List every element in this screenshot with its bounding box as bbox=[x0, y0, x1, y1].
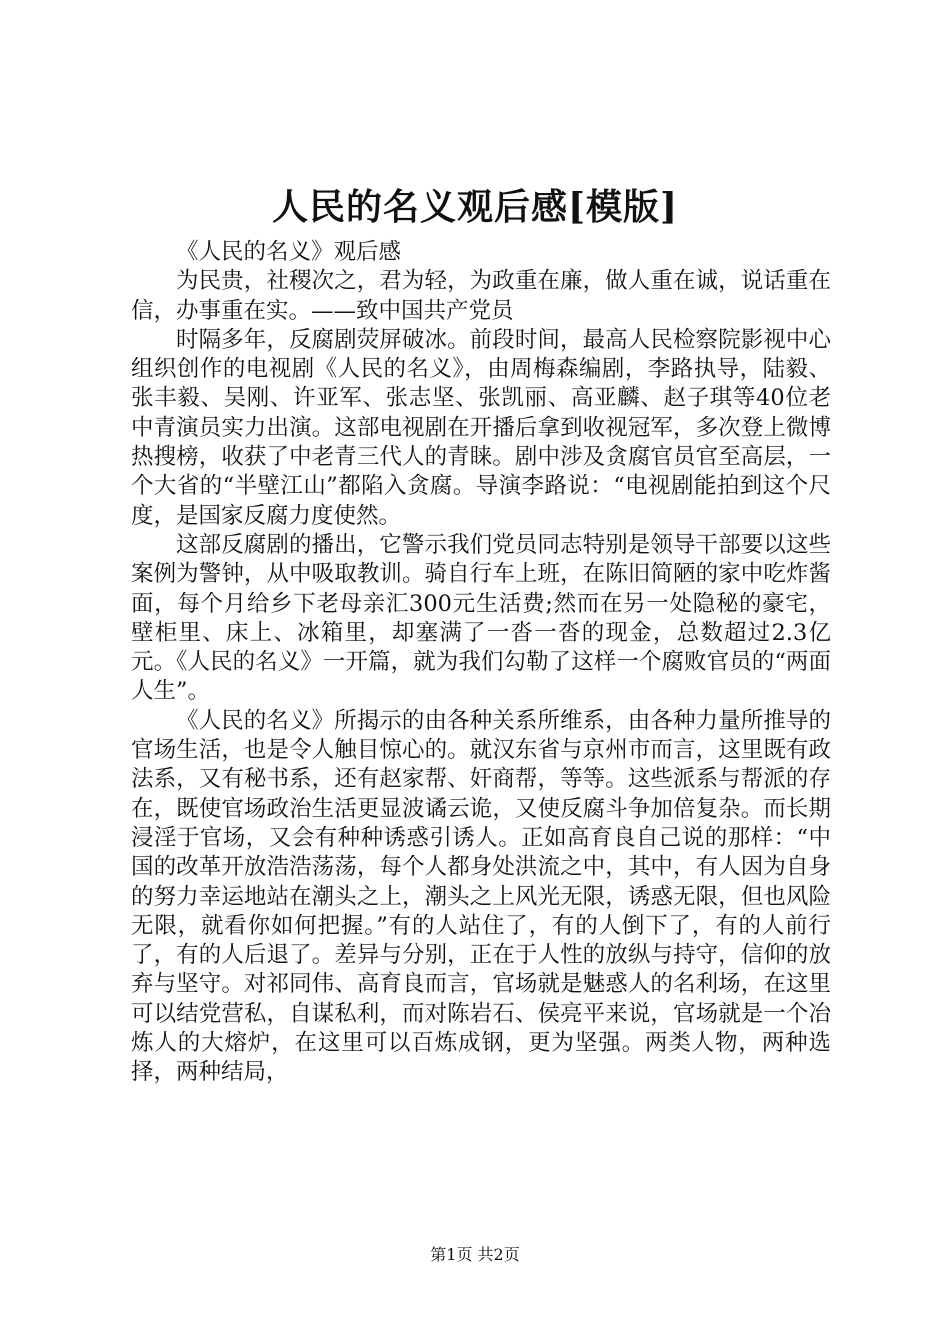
paragraph-motto: 为民贵，社稷次之，君为轻，为政重在廉，做人重在诚，说话重在信，办事重在实。——致中国共产党员 bbox=[131, 268, 831, 324]
document-body bbox=[131, 238, 831, 1088]
paragraph-warning: 这部反腐剧的播出，它警示我们党员同志特别是领导干部要以这些案例为警钟，从中吸取教训。骑自行车上班，在陈旧简陋的家中吃炸酱面，每个月给乡下老母亲汇300元生活费;然而在另一处隐秘的豪宅，壁柜里、床上、冰箱里，却塞满了一沓一沓的现金，总数超过2.3亿元。《人民的名义》一开篇，就为我们勾勒了这样一个腐败官员的“两面人生”。 bbox=[131, 531, 831, 705]
page-footer: 第1页 共2页 bbox=[430, 1245, 520, 1264]
paragraph-officialdom: 《人民的名义》所揭示的由各种关系所维系，由各种力量所推导的官场生活，也是令人触目惊心的。就汉东省与京州市而言，这里既有政法系，又有秘书系，还有赵家帮、奸商帮，等等。这些派系与帮派的存在，既使官场政治生活更显波谲云诡，又使反腐斗争加倍复杂。而长期浸淫于官场，又会有种种诱惑引诱人。正如高育良自己说的那样：“中国的改革开放浩浩荡荡，每个人都身处洪流之中，其中，有人因为自身的努力幸运地站在潮头之上，潮头之上风光无限，诱惑无限，但也风险无限，就看你如何把握。”有的人站住了，有的人倒下了，有的人前行了，有的人后退了。差异与分别，正在于人性的放纵与持守，信仰的放弃与坚守。对祁同伟、高育良而言，官场就是魅惑人的名利场，在这里可以结党营私，自谋私利，而对陈岩石、侯亮平来说，官场就是一个冶炼人的大熔炉，在这里可以百炼成钢，更为坚强。两类人物，两种选择，两种结局， bbox=[131, 707, 831, 1086]
paragraph-subtitle: 《人民的名义》观后感 bbox=[176, 239, 402, 265]
paragraph-intro: 时隔多年，反腐剧荧屏破冰。前段时间，最高人民检察院影视中心组织创作的电视剧《人民的名义》，由周梅森编剧，李路执导，陆毅、张丰毅、吴刚、许亚军、张志坚、张凯丽、高亚麟、赵子琪等40位老中青演员实力出演。这部电视剧在开播后拿到收视冠军，多次登上微博热搜榜，收获了中老青三代人的青睐。剧中涉及贪腐官员官至高层，一个大省的“半壁江山”都陷入贪腐。导演李路说：“电视剧能拍到这个尺度，是国家反腐力度使然。 bbox=[131, 326, 831, 529]
page-title: 人民的名义观后感[模版] bbox=[271, 186, 679, 228]
